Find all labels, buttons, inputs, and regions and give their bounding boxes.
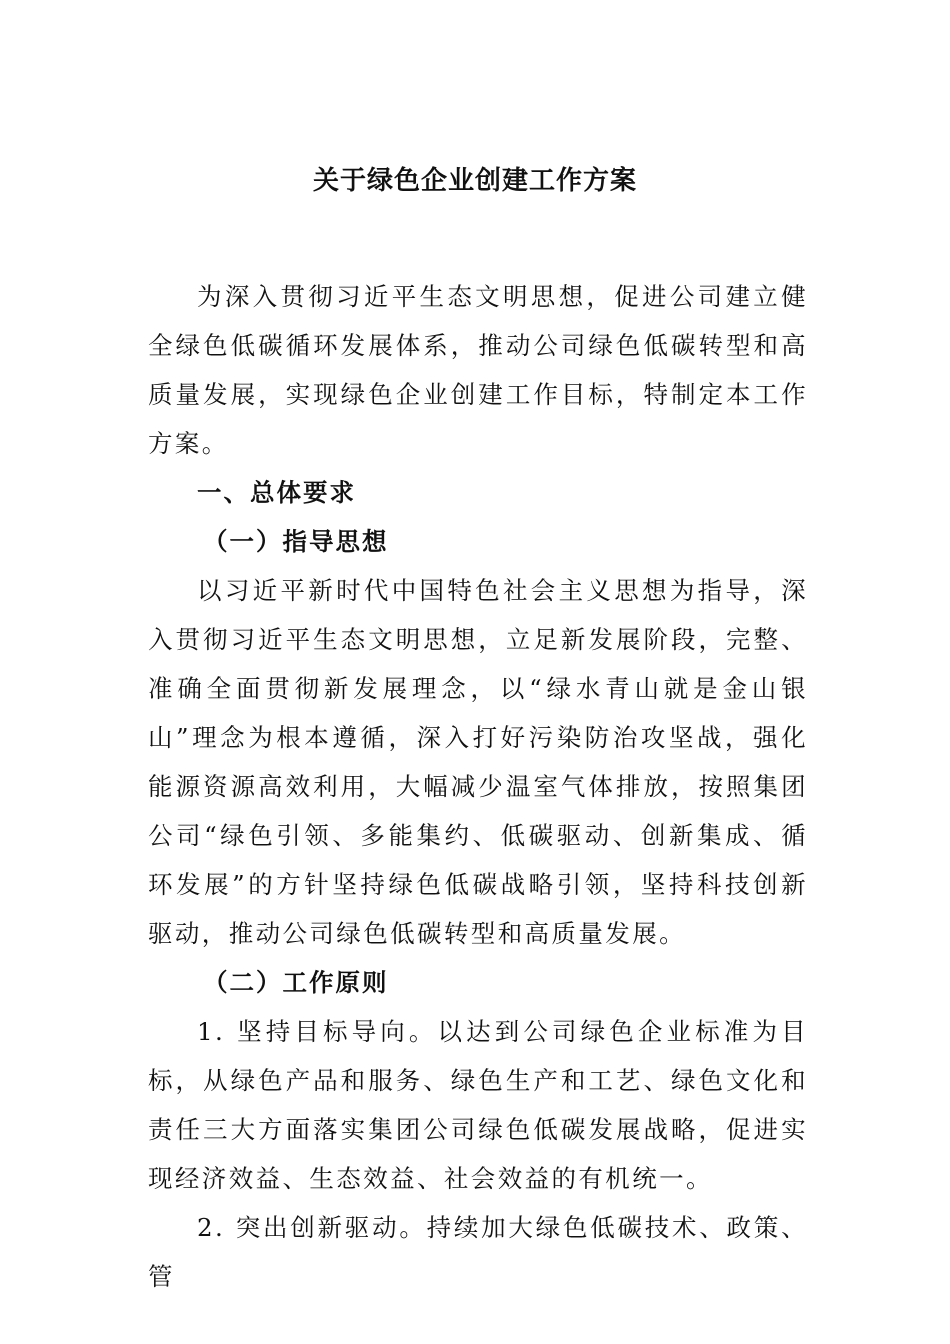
subsection-heading-guiding-ideology: （一）指导思想 [203, 527, 389, 556]
subsection-heading-work-principles: （二）工作原则 [203, 968, 389, 997]
document-title: 关于绿色企业创建工作方案 [312, 166, 637, 196]
guiding-ideology-paragraph: 以习近平新时代中国特色社会主义思想为指导，深入贯彻习近平生态文明思想，立足新发展阶段，完整、准确全面贯彻新发展理念，以“绿水青山就是金山银山”理念为根本遵循，深入打好污染防治攻坚战，强化能源资源高效利用，大幅减少温室气体排放，按照集团公司“绿色引领、多能集约、低碳驱动、创新集成、循环发展”的方针坚持绿色低碳战略引领，坚持科技创新驱动，推动公司绿色低碳转型和高质量发展。 [148, 576, 808, 948]
document-body [148, 272, 808, 1301]
intro-paragraph: 为深入贯彻习近平生态文明思想，促进公司建立健全绿色低碳循环发展体系，推动公司绿色低碳转型和高质量发展，实现绿色企业创建工作目标，特制定本工作方案。 [148, 282, 808, 458]
section-heading-general-requirements: 一、总体要求 [197, 478, 356, 507]
principle-1-paragraph: 1. 坚持目标导向。以达到公司绿色企业标准为目标，从绿色产品和服务、绿色生产和工艺、绿色文化和责任三大方面落实集团公司绿色低碳发展战略，促进实现经济效益、生态效益、社会效益的有机统一。 [148, 1017, 808, 1193]
principle-2-paragraph: 2. 突出创新驱动。持续加大绿色低碳技术、政策、管 [148, 1213, 808, 1291]
